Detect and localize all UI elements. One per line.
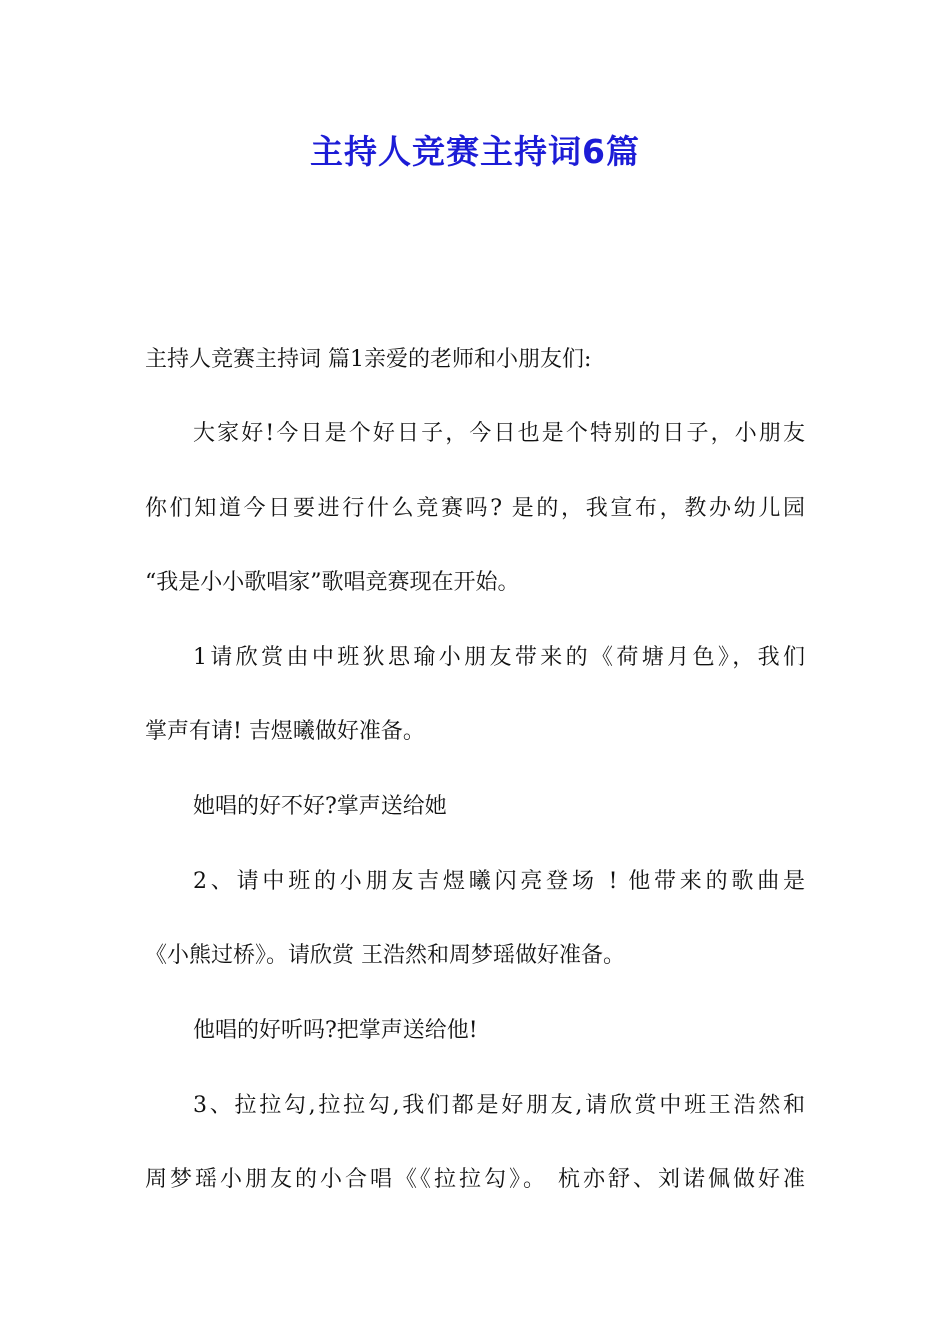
paragraph-line: 掌声有请! 吉煜曦做好准备。 <box>145 719 425 744</box>
paragraph-line: 1请欣赏由中班狄思瑜小朋友带来的《荷塘月色》，我们 <box>193 645 805 670</box>
paragraph-line: 你们知道今日要进行什么竞赛吗? 是的，我宣布，教办幼儿园 <box>145 496 805 521</box>
paragraph-line: 他唱的好听吗?把掌声送给他! <box>193 1018 478 1043</box>
paragraph-line: 《小熊过桥》。请欣赏 王浩然和周梦瑶做好准备。 <box>145 943 625 968</box>
paragraph-line: 周梦瑶小朋友的小合唱《《拉拉勾》。 杭亦舒、刘诺佩做好准 <box>145 1167 805 1192</box>
paragraph-line: 大家好!今日是个好日子，今日也是个特别的日子，小朋友 <box>193 421 805 446</box>
paragraph-line: 主持人竞赛主持词 篇1亲爱的老师和小朋友们: <box>145 347 592 372</box>
paragraph-line: 2、请中班的小朋友吉煜曦闪亮登场 ! 他带来的歌曲是 <box>193 869 805 894</box>
paragraph-line: 3、拉拉勾,拉拉勾,我们都是好朋友,请欣赏中班王浩然和 <box>193 1093 805 1118</box>
paragraph-line: “我是小小歌唱家”歌唱竞赛现在开始。 <box>145 570 520 595</box>
document-title: 主持人竞赛主持词6篇 <box>310 132 640 171</box>
paragraph-line: 她唱的好不好?掌声送给她 <box>193 794 447 819</box>
